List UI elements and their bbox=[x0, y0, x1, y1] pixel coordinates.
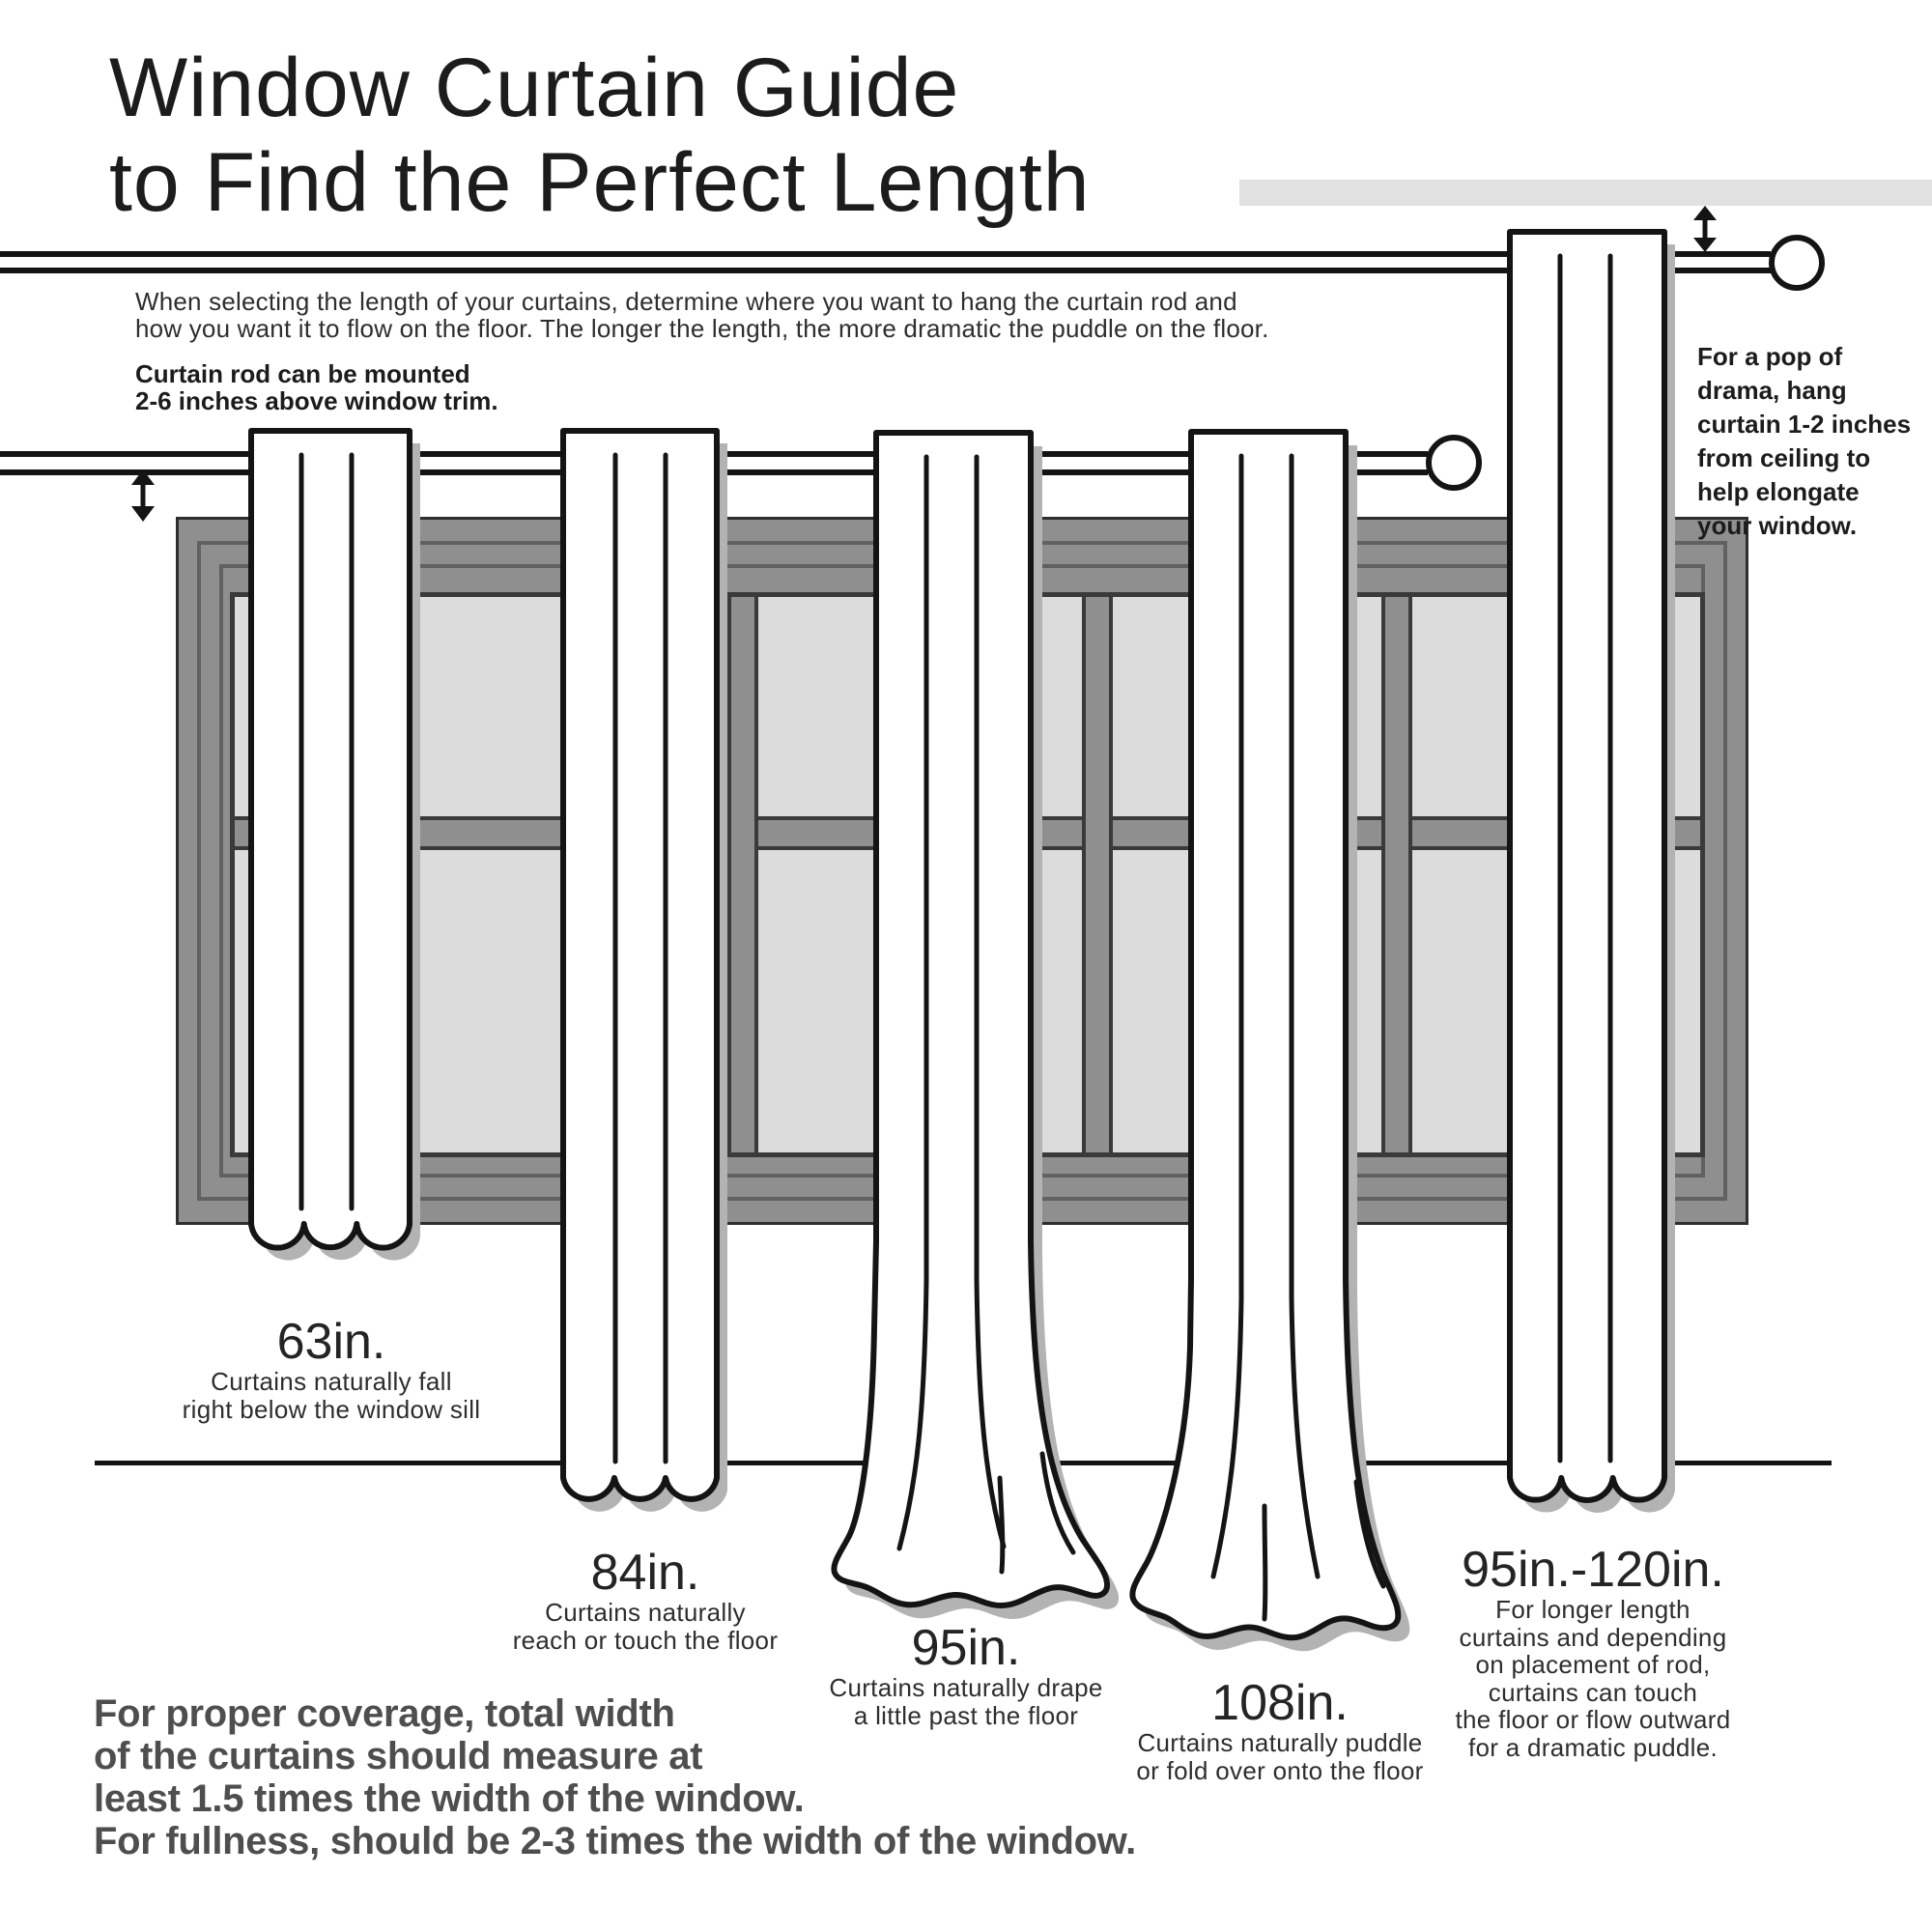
label-95in-120in-desc-2: curtains and depending bbox=[1459, 1622, 1727, 1652]
window-rod-finial-icon bbox=[1424, 433, 1484, 493]
ceiling-note-line-1: For a pop of bbox=[1697, 342, 1843, 371]
width-note-line-4: For fullness, should be 2-3 times the width of the window. bbox=[94, 1820, 1136, 1862]
ceiling-note-line-2: drama, hang bbox=[1697, 376, 1847, 405]
rod-height-up-down-arrow-icon bbox=[127, 469, 159, 523]
label-84in-desc-2: reach or touch the floor bbox=[512, 1625, 779, 1655]
label-84in-desc-1: Curtains naturally bbox=[545, 1598, 746, 1627]
label-108in-length: 108in. bbox=[1211, 1675, 1349, 1731]
coverage-width-note bbox=[94, 1692, 1136, 1862]
intro-line-1: When selecting the length of your curtains, determine where you want to hang the curtain rod and bbox=[135, 287, 1237, 316]
ceiling-hanging-note bbox=[1697, 340, 1932, 543]
label-63in-desc-2: right below the window sill bbox=[182, 1394, 481, 1424]
width-note-line-1: For proper coverage, total width bbox=[94, 1692, 675, 1735]
label-95in-120in bbox=[1371, 1544, 1815, 1761]
label-95in-length: 95in. bbox=[911, 1620, 1021, 1676]
width-note-line-3: least 1.5 times the width of the window. bbox=[94, 1777, 805, 1820]
ceiling-bar bbox=[1239, 180, 1932, 206]
label-63in bbox=[109, 1316, 554, 1423]
rod-note-line-1: Curtain rod can be mounted bbox=[135, 359, 470, 388]
curtain-108in bbox=[1119, 429, 1413, 1675]
label-84in-length: 84in. bbox=[590, 1545, 700, 1601]
rod-mounting-note bbox=[135, 361, 498, 414]
page-title-line-2: to Find the Perfect Length bbox=[109, 136, 1091, 229]
curtain-95in-120in bbox=[1507, 229, 1686, 1528]
ceiling-note-line-3: curtain 1-2 inches bbox=[1697, 410, 1912, 439]
label-95in-120in-desc-1: For longer length bbox=[1495, 1595, 1690, 1624]
ceiling-note-line-5: help elongate bbox=[1697, 477, 1860, 506]
intro-paragraph bbox=[135, 289, 1269, 342]
label-95in-120in-desc-5: the floor or flow outward bbox=[1455, 1705, 1731, 1734]
label-95in-120in-desc-4: curtains can touch bbox=[1488, 1677, 1698, 1707]
label-95in-120in-length: 95in.-120in. bbox=[1462, 1542, 1724, 1598]
ceiling-curtain-rod-top-line bbox=[0, 251, 1771, 257]
ceiling-gap-up-down-arrow-icon bbox=[1689, 205, 1721, 253]
curtain-95in bbox=[824, 430, 1133, 1633]
ceiling-note-line-6: your window. bbox=[1697, 511, 1858, 540]
page-title bbox=[109, 41, 1091, 230]
label-108in-desc-1: Curtains naturally puddle bbox=[1137, 1728, 1423, 1757]
label-95in-120in-desc-6: for a dramatic puddle. bbox=[1467, 1732, 1719, 1762]
width-note-line-2: of the curtains should measure at bbox=[94, 1735, 703, 1777]
intro-line-2: how you want it to flow on the floor. The longer the length, the more dramatic the puddle on the floor. bbox=[135, 313, 1269, 343]
curtain-84in bbox=[560, 428, 739, 1529]
label-95in-120in-desc-3: on placement of rod, bbox=[1475, 1650, 1711, 1679]
curtain-63in bbox=[248, 428, 432, 1283]
ceiling-rod-finial-icon bbox=[1767, 233, 1827, 293]
rod-note-line-2: 2-6 inches above window trim. bbox=[135, 385, 498, 415]
label-95in-desc-2: a little past the floor bbox=[853, 1700, 1079, 1730]
label-63in-desc-1: Curtains naturally fall bbox=[211, 1367, 452, 1396]
ceiling-curtain-rod-bottom-line bbox=[0, 268, 1771, 273]
page-title-line-1: Window Curtain Guide bbox=[109, 42, 960, 134]
label-108in-desc-2: or fold over onto the floor bbox=[1136, 1755, 1424, 1785]
label-63in-length: 63in. bbox=[276, 1314, 386, 1370]
ceiling-note-line-4: from ceiling to bbox=[1697, 443, 1871, 472]
label-95in-desc-1: Curtains naturally drape bbox=[829, 1673, 1103, 1702]
